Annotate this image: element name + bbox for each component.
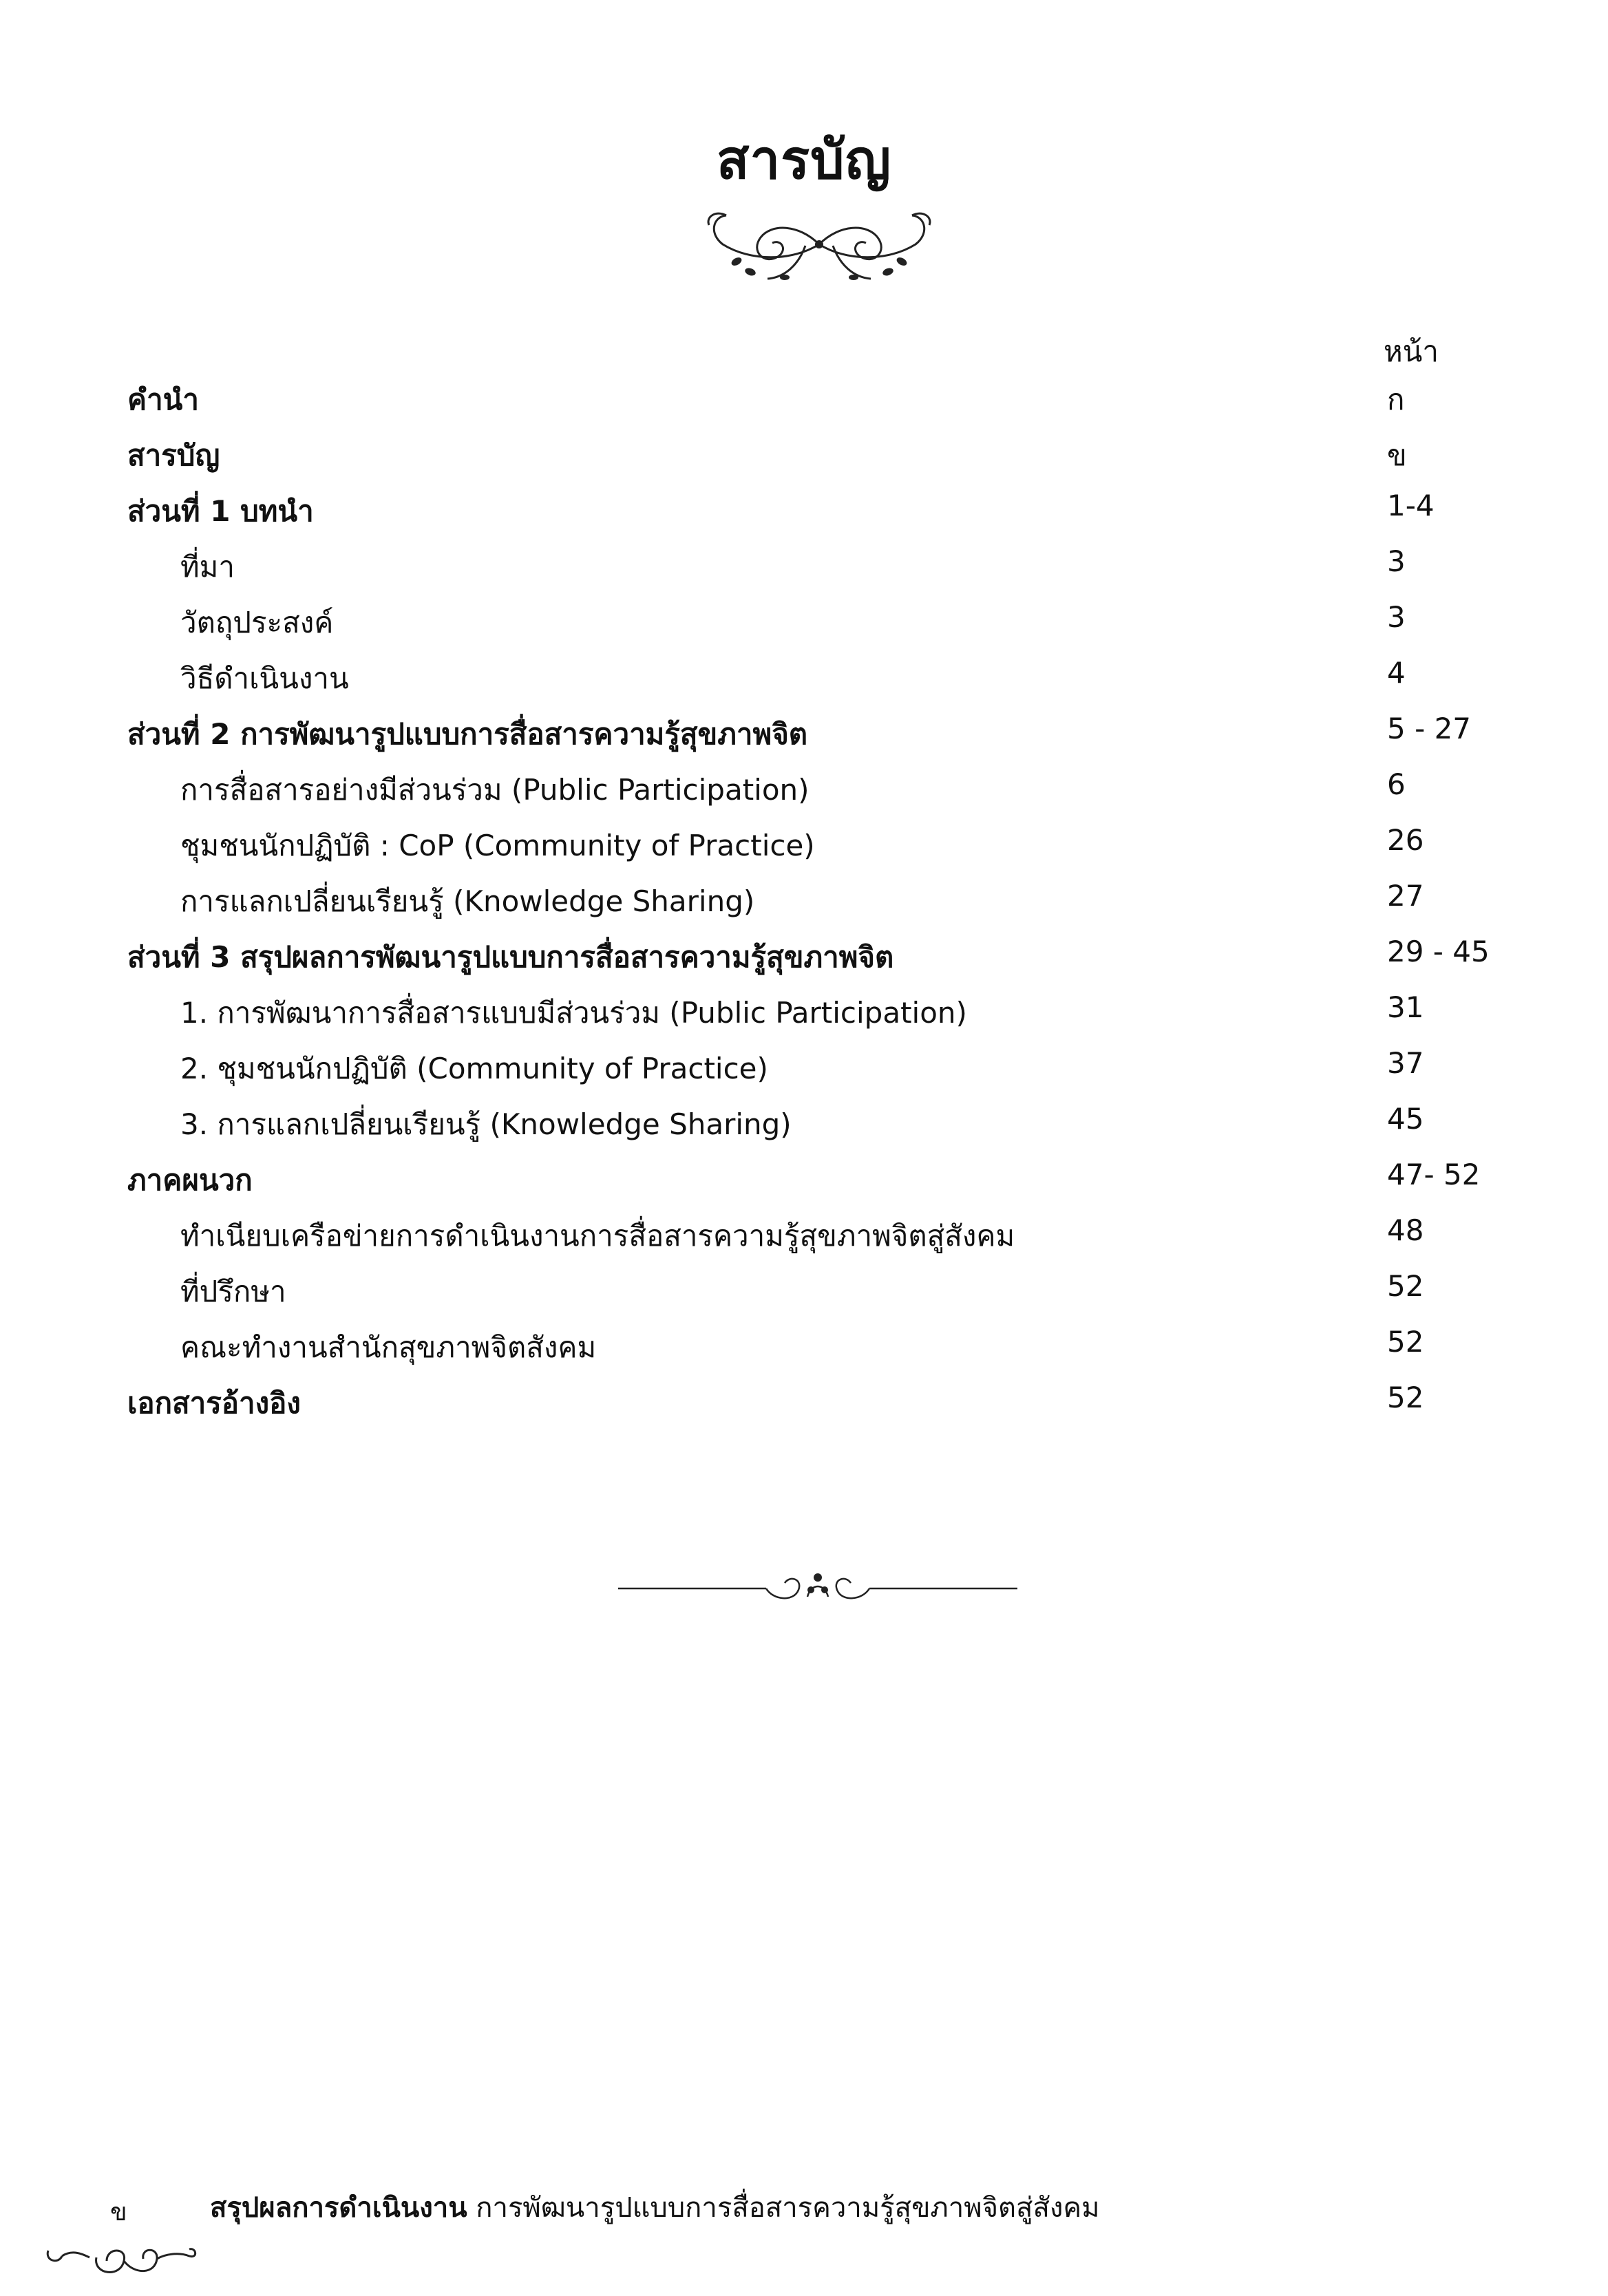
toc-entry-page: 47- 52 — [1387, 1158, 1481, 1191]
toc-subentry[interactable] — [0, 600, 1608, 656]
toc-entry[interactable] — [0, 1381, 1608, 1436]
toc-entry-page: 1-4 — [1387, 489, 1435, 522]
toc-entry-label: วิธีดำเนินงาน — [180, 661, 349, 695]
toc-entry-label: ที่มา — [180, 550, 235, 584]
toc-entry[interactable] — [0, 377, 1608, 433]
toc-entry[interactable] — [0, 489, 1608, 544]
toc-entry-page: 52 — [1387, 1269, 1424, 1303]
toc-entry-page: 52 — [1387, 1325, 1424, 1359]
toc-entry-label: วัตถุประสงค์ — [180, 606, 334, 639]
toc-entry-page: 26 — [1387, 823, 1424, 857]
toc-entry-page: ข — [1387, 438, 1407, 472]
toc-entry-page: 52 — [1387, 1381, 1424, 1414]
footer-bold-text: สรุปผลการดำเนินงาน — [210, 2192, 467, 2224]
toc-subentry[interactable] — [0, 1046, 1608, 1102]
toc-entry-label: ส่วนที่ 3 สรุปผลการพัฒนารูปแบบการสื่อสารความรู้สุขภาพจิต — [127, 940, 894, 974]
toc-subentry[interactable] — [0, 990, 1608, 1046]
toc-entry-label: ส่วนที่ 2 การพัฒนารูปแบบการสื่อสารความรู้สุขภาพจิต — [127, 717, 808, 751]
toc-entry-page: 29 - 45 — [1387, 935, 1490, 968]
toc-entry-page: 48 — [1387, 1213, 1424, 1247]
toc-entry-page: 31 — [1387, 990, 1424, 1024]
toc-entry-page: 6 — [1387, 767, 1406, 801]
footer-caption — [210, 2185, 1100, 2229]
toc-entry-page: 4 — [1387, 656, 1406, 690]
toc-entry-page: 27 — [1387, 879, 1424, 913]
toc-entry-label: การสื่อสารอย่างมีส่วนร่วม (Public Participation) — [180, 773, 810, 807]
toc-subentry[interactable] — [0, 1269, 1608, 1325]
toc-entry-page: 45 — [1387, 1102, 1424, 1136]
toc-subentry[interactable] — [0, 1325, 1608, 1381]
toc-entry-label: สารบัญ — [127, 438, 220, 472]
toc-entry-label: ชุมชนนักปฏิบัติ : CoP (Community of Practice) — [180, 829, 815, 862]
toc-entry-label: 3. การแลกเปลี่ยนเรียนรู้ (Knowledge Sharing) — [180, 1107, 792, 1141]
floral-scroll-ornament-icon — [695, 196, 943, 289]
page-footer — [0, 2185, 1608, 2288]
page-title: สารบัญ — [716, 129, 892, 191]
toc-entry-label: ส่วนที่ 1 บทนำ — [127, 494, 314, 528]
swirl-ornament-icon — [41, 2230, 200, 2285]
toc-entry-label: ที่ปรึกษา — [180, 1275, 286, 1308]
footer-page-number: ข — [110, 2198, 127, 2226]
toc-entry-label: ทำเนียบเครือข่ายการดำเนินงานการสื่อสารความรู้สุขภาพจิตสู่สังคม — [180, 1219, 1015, 1253]
toc-entry-label: คำนำ — [127, 383, 199, 416]
toc-entry[interactable] — [0, 712, 1608, 767]
toc-subentry[interactable] — [0, 656, 1608, 712]
toc-entry-label: 1. การพัฒนาการสื่อสารแบบมีส่วนร่วม (Public Participation) — [180, 996, 967, 1030]
toc-subentry[interactable] — [0, 1102, 1608, 1158]
toc-entry-page: 3 — [1387, 544, 1406, 578]
toc-entry-label: เอกสารอ้างอิง — [127, 1386, 301, 1420]
toc-entry[interactable] — [0, 1158, 1608, 1213]
toc-entry[interactable] — [0, 935, 1608, 990]
toc-entry-page: 3 — [1387, 600, 1406, 634]
table-of-contents — [0, 377, 1608, 1436]
toc-subentry[interactable] — [0, 879, 1608, 935]
footer-text: การพัฒนารูปแบบการสื่อสารความรู้สุขภาพจิตสู่สังคม — [476, 2192, 1100, 2224]
toc-entry[interactable] — [0, 433, 1608, 489]
page-column-header: หน้า — [1384, 334, 1439, 368]
toc-entry-page: 5 - 27 — [1387, 712, 1472, 745]
toc-entry-label: 2. ชุมชนนักปฏิบัติ (Community of Practice) — [180, 1052, 768, 1085]
toc-subentry[interactable] — [0, 1213, 1608, 1269]
toc-entry-label: การแลกเปลี่ยนเรียนรู้ (Knowledge Sharing) — [180, 884, 755, 918]
toc-subentry[interactable] — [0, 823, 1608, 879]
toc-entry-page: 37 — [1387, 1046, 1424, 1080]
toc-entry-label: ภาคผนวก — [127, 1163, 253, 1197]
scroll-divider-ornament-icon — [618, 1562, 1017, 1611]
toc-entry-label: คณะทำงานสำนักสุขภาพจิตสังคม — [180, 1330, 597, 1364]
toc-entry-page: ก — [1387, 383, 1405, 416]
toc-subentry[interactable] — [0, 767, 1608, 823]
toc-subentry[interactable] — [0, 544, 1608, 600]
